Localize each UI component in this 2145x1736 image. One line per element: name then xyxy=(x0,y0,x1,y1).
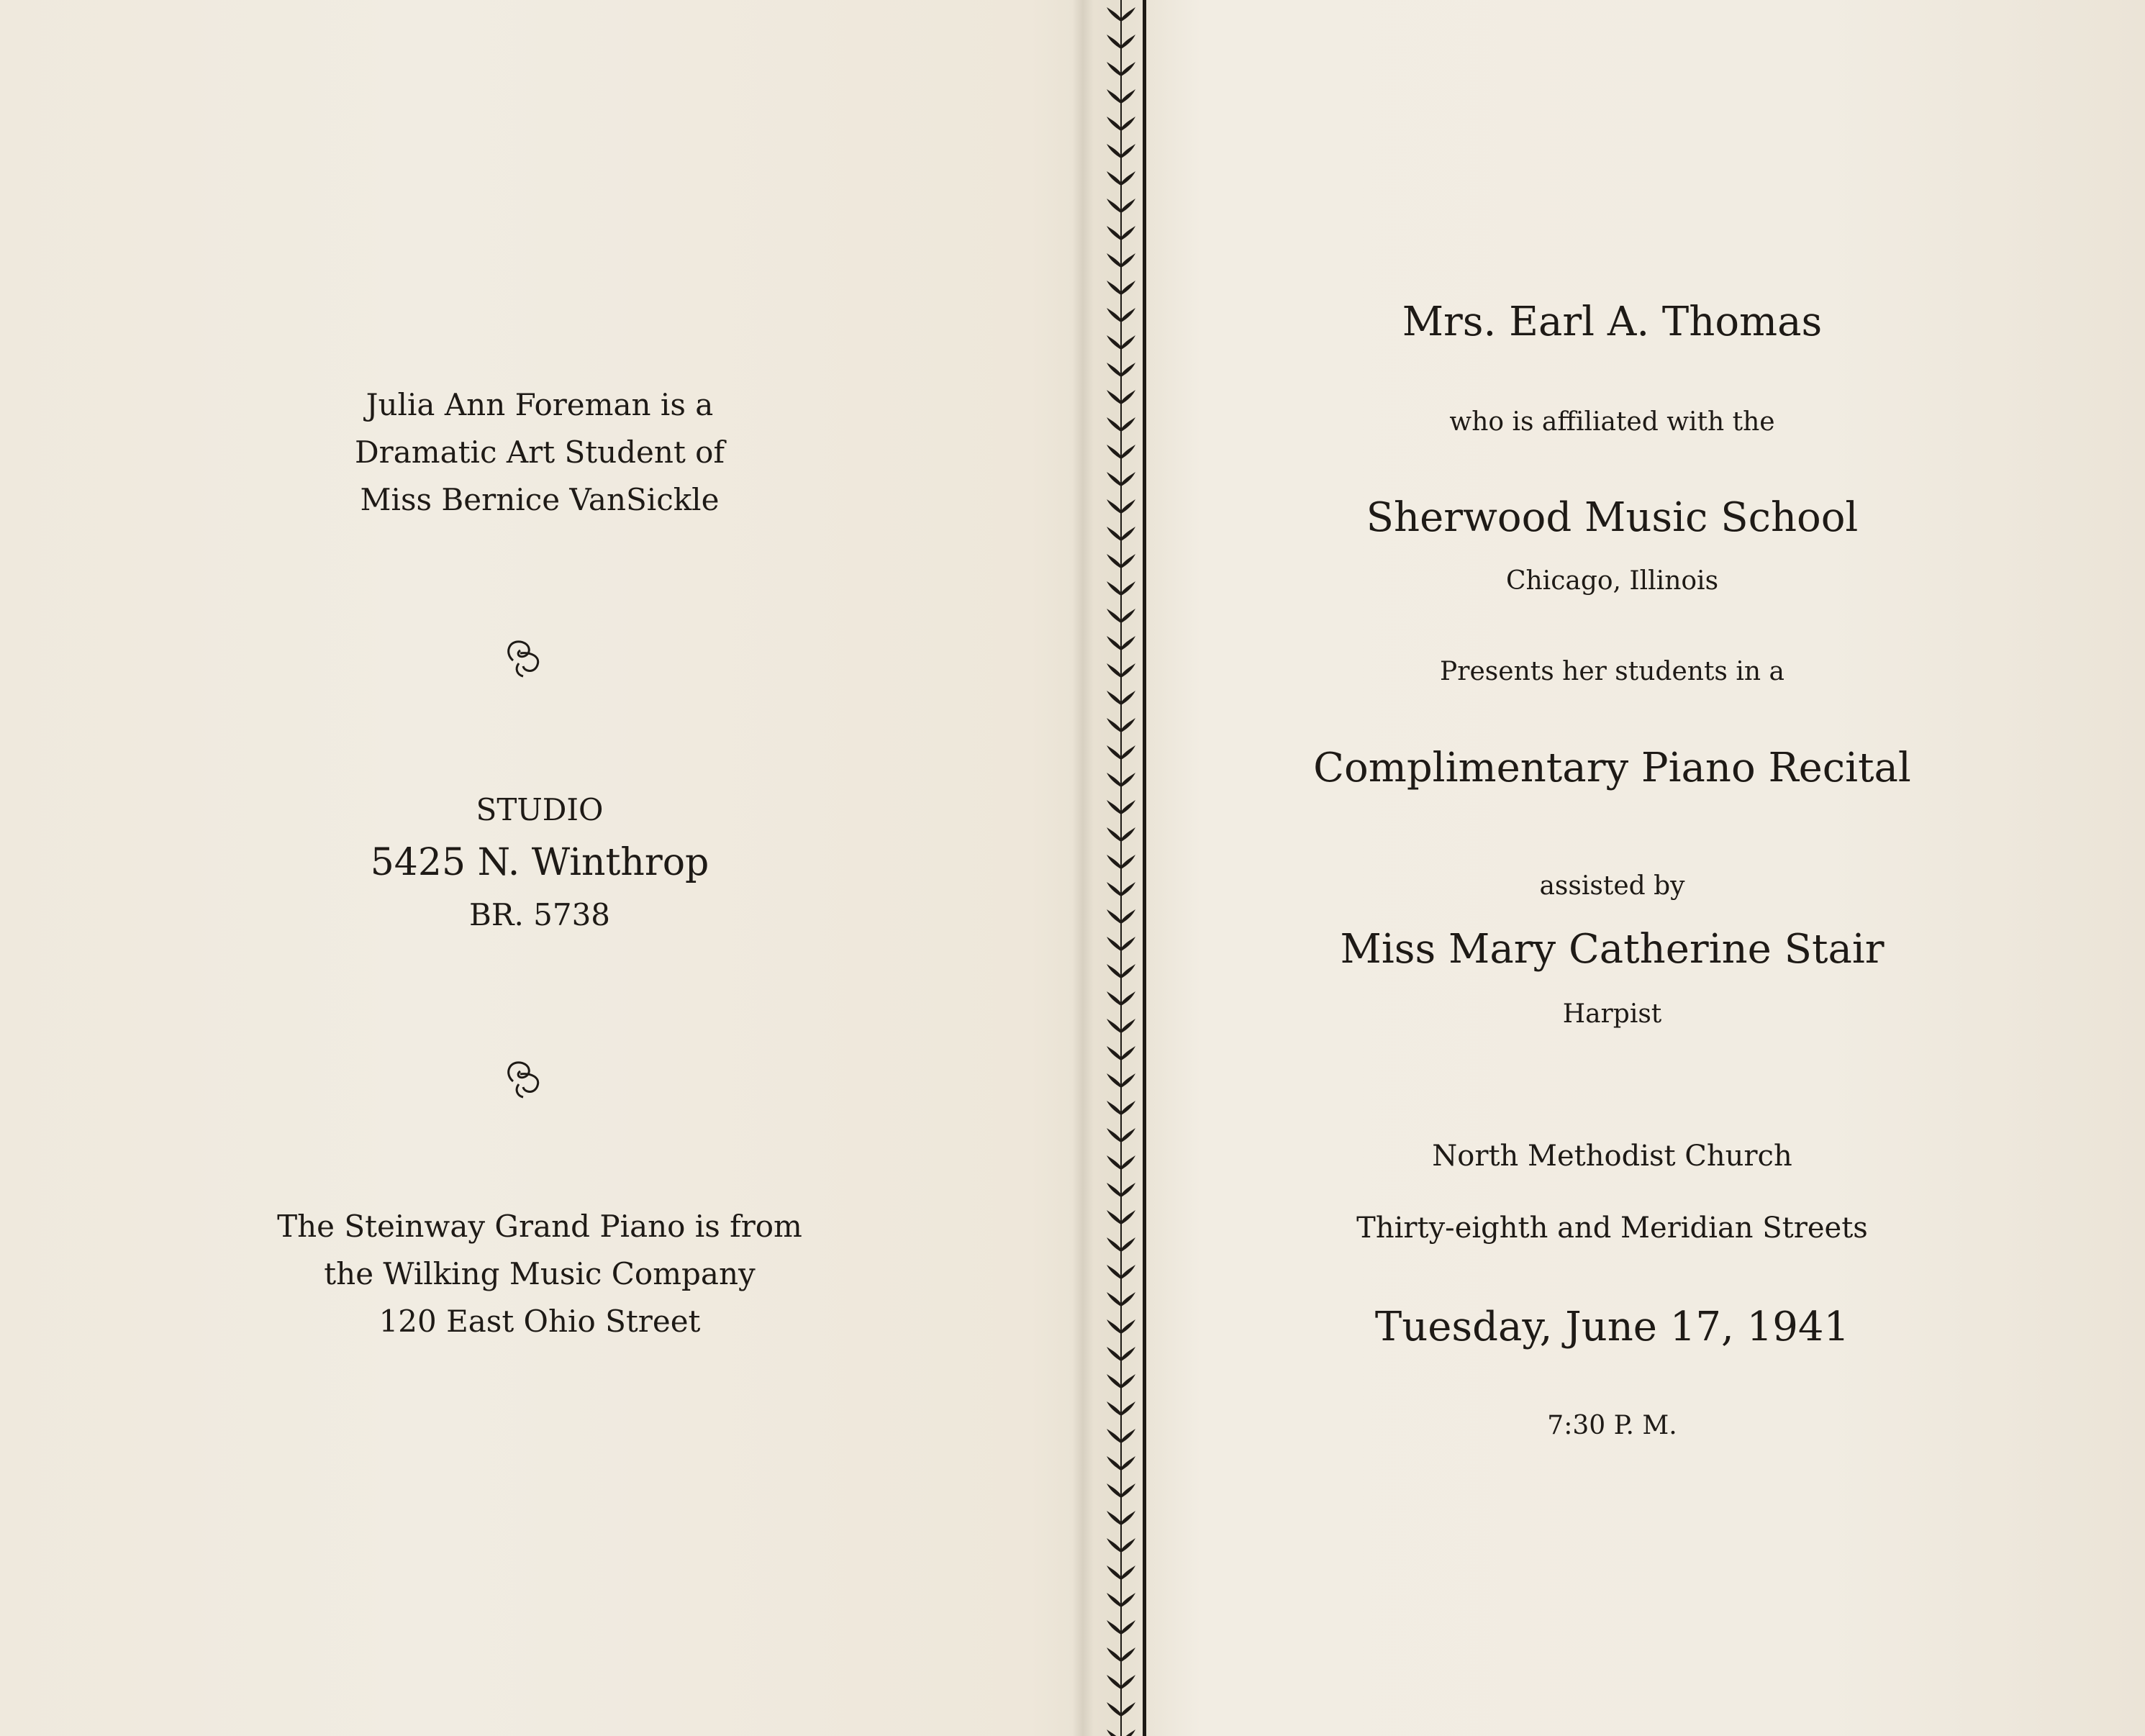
fleuron-icon xyxy=(499,1053,549,1103)
student-credit-line-3: Miss Bernice VanSickle xyxy=(360,482,720,517)
piano-credit-line-1: The Steinway Grand Piano is from xyxy=(277,1209,802,1244)
venue-address: Thirty-eighth and Meridian Streets xyxy=(1356,1212,1868,1245)
right-page xyxy=(1079,0,2145,1736)
piano-credit-line-2: the Wilking Music Company xyxy=(324,1256,756,1291)
event-date: Tuesday, June 17, 1941 xyxy=(1374,1304,1850,1350)
studio-info xyxy=(0,786,1079,939)
assistant-name: Miss Mary Catherine Stair xyxy=(1340,926,1885,973)
event-title: Complimentary Piano Recital xyxy=(1313,745,1911,791)
student-credit-line-1: Julia Ann Foreman is a xyxy=(366,387,714,422)
school-city: Chicago, Illinois xyxy=(1505,566,1719,596)
assistant-role: Harpist xyxy=(1562,999,1662,1029)
venue-name: North Methodist Church xyxy=(1432,1140,1792,1173)
studio-label: STUDIO xyxy=(476,792,604,827)
affiliation-intro: who is affiliated with the xyxy=(1449,407,1775,437)
student-credit xyxy=(0,381,1079,524)
school-name: Sherwood Music School xyxy=(1366,494,1859,541)
studio-address: 5425 N. Winthrop xyxy=(370,841,709,884)
studio-phone: BR. 5738 xyxy=(468,897,611,932)
event-time: 7:30 P. M. xyxy=(1547,1411,1677,1440)
piano-credit-line-3: 120 East Ohio Street xyxy=(378,1304,701,1339)
fleuron-icon xyxy=(499,632,549,682)
assisted-by: assisted by xyxy=(1539,871,1685,901)
presenter-name: Mrs. Earl A. Thomas xyxy=(1402,299,1823,345)
presents-line: Presents her students in a xyxy=(1440,657,1785,686)
student-credit-line-2: Dramatic Art Student of xyxy=(354,435,725,470)
piano-credit xyxy=(0,1203,1079,1345)
